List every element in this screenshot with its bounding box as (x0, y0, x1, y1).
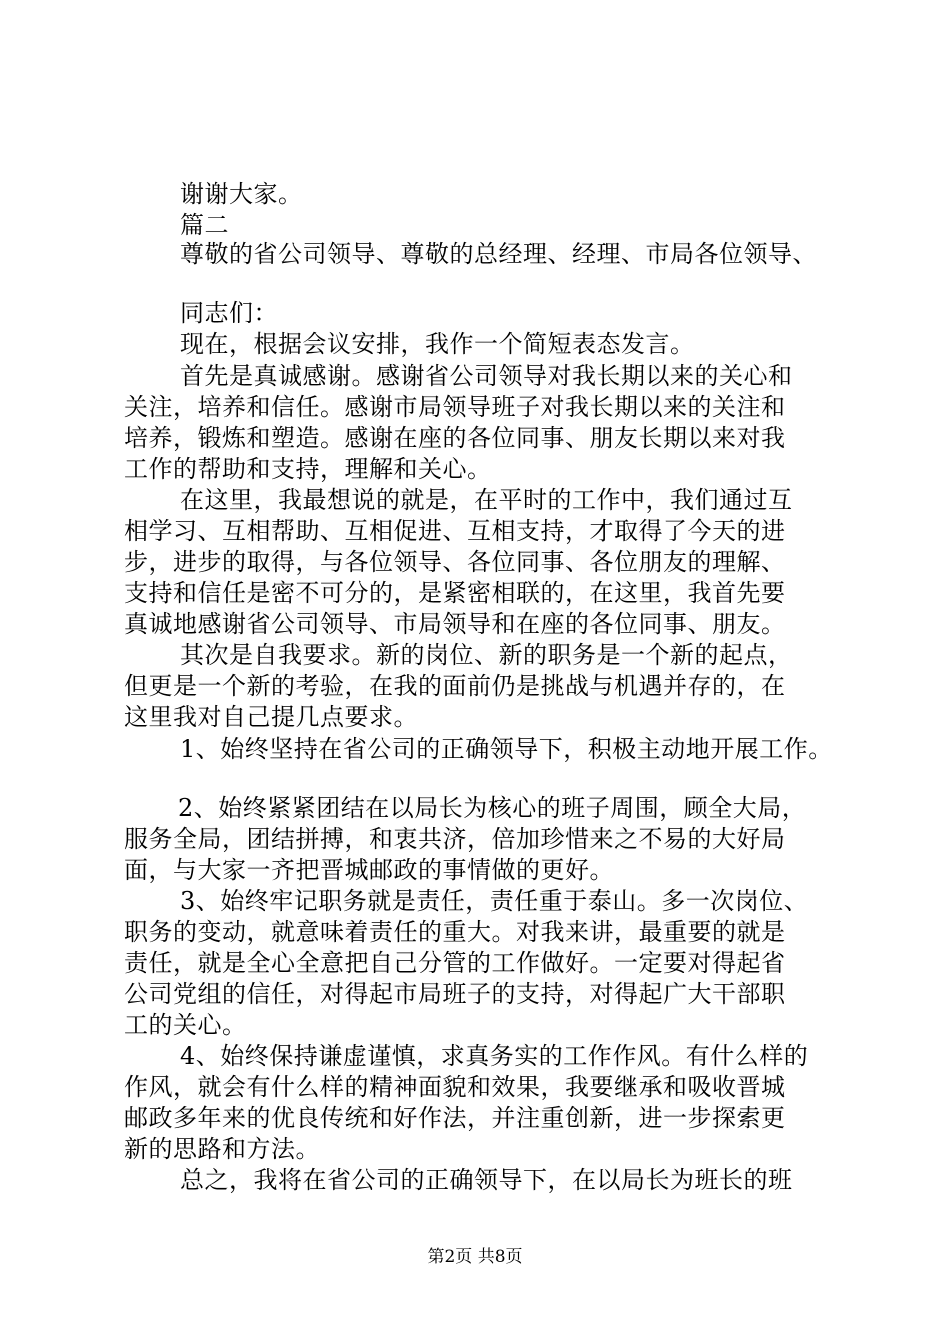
paragraph-line: 面，与大家一齐把晋城邮政的事情做的更好。 (124, 856, 614, 884)
paragraph-line: 培养，锻炼和塑造。感谢在座的各位同事、朋友长期以来对我 (124, 424, 786, 452)
page-number-footer: 第2页 共8页 (427, 1247, 523, 1267)
salutation-line: 尊敬的省公司领导、尊敬的总经理、经理、市局各位领导、 (180, 240, 817, 268)
section-heading: 篇二 (180, 211, 229, 239)
paragraph-line: 步，进步的取得，与各位领导、各位同事、各位朋友的理解、 (124, 548, 786, 576)
paragraph-line: 服务全局，团结拼搏，和衷共济，倍加珍惜来之不易的大好局 (124, 825, 786, 853)
paragraph-line: 职务的变动，就意味着责任的重大。对我来讲，最重要的就是 (124, 918, 786, 946)
paragraph-line: 公司党组的信任，对得起市局班子的支持，对得起广大干部职 (124, 980, 786, 1008)
paragraph-line: 总之，我将在省公司的正确领导下，在以局长为班长的班 (180, 1166, 793, 1194)
list-item: 2、始终紧紧团结在以局长为核心的班子周围，顾全大局， (178, 794, 807, 822)
paragraph-line: 关注，培养和信任。感谢市局领导班子对我长期以来的关注和 (124, 393, 786, 421)
paragraph-line: 作风，就会有什么样的精神面貌和效果，我要继承和吸收晋城 (124, 1073, 786, 1101)
paragraph-line: 责任，就是全心全意把自己分管的工作做好。一定要对得起省 (124, 949, 786, 977)
paragraph-line: 真诚地感谢省公司领导、市局领导和在座的各位同事、朋友。 (124, 610, 786, 638)
paragraph-line: 这里我对自己提几点要求。 (124, 703, 418, 731)
list-item: 4、始终保持谦虚谨慎，求真务实的工作作风。有什么样的 (180, 1042, 809, 1070)
paragraph-line: 在这里，我最想说的就是，在平时的工作中，我们通过互 (180, 486, 793, 514)
paragraph-line: 工作的帮助和支持，理解和关心。 (124, 455, 492, 483)
paragraph-line: 工的关心。 (124, 1011, 247, 1039)
text-line: 谢谢大家。 (180, 180, 303, 208)
paragraph-line: 其次是自我要求。新的岗位、新的职务是一个新的起点， (180, 641, 793, 669)
paragraph-line: 邮政多年来的优良传统和好作法，并注重创新，进一步探索更 (124, 1104, 786, 1132)
list-item: 1、始终坚持在省公司的正确领导下，积极主动地开展工作。 (180, 735, 833, 763)
paragraph-line: 现在，根据会议安排，我作一个简短表态发言。 (180, 330, 695, 358)
paragraph-line: 支持和信任是密不可分的，是紧密相联的，在这里，我首先要 (124, 579, 786, 607)
list-item: 3、始终牢记职务就是责任，责任重于泰山。多一次岗位、 (180, 887, 809, 915)
paragraph-line: 新的思路和方法。 (124, 1135, 320, 1163)
paragraph-line: 但更是一个新的考验，在我的面前仍是挑战与机遇并存的，在 (124, 672, 786, 700)
paragraph-line: 首先是真诚感谢。感谢省公司领导对我长期以来的关心和 (180, 362, 793, 390)
salutation-line: 同志们： (180, 299, 278, 327)
paragraph-line: 相学习、互相帮助、互相促进、互相支持，才取得了今天的进 (124, 517, 786, 545)
